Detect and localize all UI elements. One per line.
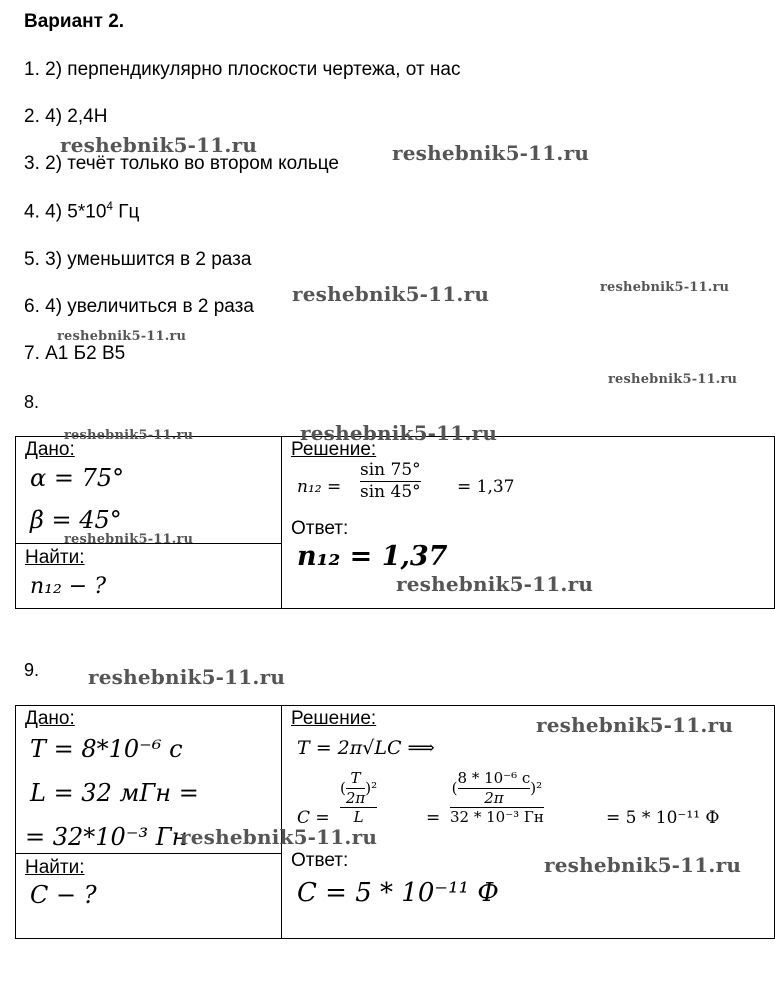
answer-5: 5. 3) уменьшится в 2 раза [24,249,252,270]
problem-8-number: 8. [24,392,40,412]
problem-9-c-lhs: C = [297,808,330,828]
watermark: reshebnik5-11.ru [57,329,187,344]
watermark: reshebnik5-11.ru [300,421,498,445]
problem-9-divider [281,705,282,938]
problem-8-given-beta: β = 45° [30,506,122,534]
problem-9-frac2-den: 32 * 10⁻³ Гн [450,808,544,826]
problem-9-fraction-1 [340,770,377,826]
problem-9-find-divider [15,853,281,854]
problem-8-answer-label: Ответ: [291,518,349,539]
watermark: reshebnik5-11.ru [396,572,594,596]
watermark: reshebnik5-11.ru [88,665,286,689]
problem-9-eq-sign: = [426,808,441,828]
problem-9-number: 9. [24,660,40,680]
problem-9-eq-period: T = 2π√LC ⟹ [297,737,435,759]
watermark: reshebnik5-11.ru [392,141,590,165]
problem-9-frac1-inner: T 2π [345,769,366,807]
problem-8-fraction [360,461,421,501]
answer-2: 2. 4) 2,4Н [24,106,108,127]
problem-9-given-l-si: = 32*10⁻³ Гн [25,823,188,851]
watermark: reshebnik5-11.ru [536,713,734,737]
problem-8-divider [281,436,282,608]
problem-8-find: n₁₂ − ? [30,574,107,599]
watermark: reshebnik5-11.ru [180,825,378,849]
problem-8-frac-den: sin 45° [360,481,421,502]
answer-6: 6. 4) увеличиться в 2 раза [24,296,254,317]
watermark: reshebnik5-11.ru [64,428,194,443]
problem-9-find: C − ? [30,881,97,909]
problem-9-frac1-num: ( T 2π )² [340,769,378,807]
answer-1: 1. 2) перпендикулярно плоскости чертежа, от нас [24,59,461,80]
answer-4: 4. 4) $5*10^4$ Гц [24,200,140,223]
problem-8-given-alpha: α = 75° [30,464,125,492]
problem-9-given-t: T = 8*10⁻⁶ с [30,735,183,763]
problem-9-find-label: Найти: [25,857,85,878]
problem-9-frac2-num: ( 8 * 10⁻⁶ с 2π )² [451,769,543,807]
answer-7: 7. А1 Б2 В5 [24,343,126,364]
problem-8-eq-lhs: n₁₂ = [297,477,342,497]
watermark: reshebnik5-11.ru [292,282,490,306]
watermark: reshebnik5-11.ru [600,280,730,295]
problem-8-solution-label: Решение: [291,439,377,460]
problem-9-frac2-inner: 8 * 10⁻⁶ с 2π [457,769,531,807]
problem-9-answer: C = 5 * 10⁻¹¹ Ф [297,878,499,908]
answer-3: 3. 2) течёт только во втором кольце [24,153,339,174]
problem-9-given-l: L = 32 мГн = [30,779,199,807]
problem-9-fraction-2 [450,770,544,826]
problem-9-c-rhs: = 5 * 10⁻¹¹ Ф [606,808,720,828]
problem-8-given-label: Дано: [25,439,75,460]
problem-9-solution-label: Решение: [291,708,377,729]
problem-9-answer-label: Ответ: [291,850,349,871]
problem-8-answer: n₁₂ = 1,37 [297,541,448,572]
problem-9-given-label: Дано: [25,708,75,729]
problem-8-frac-num: sin 75° [360,460,421,480]
watermark: reshebnik5-11.ru [608,372,738,387]
problem-8-eq-rhs: = 1,37 [457,477,515,497]
watermark: reshebnik5-11.ru [64,532,194,547]
problem-8-find-label: Найти: [25,547,85,568]
watermark: reshebnik5-11.ru [544,853,742,877]
watermark: reshebnik5-11.ru [60,133,258,157]
problem-9-frac1-den: L [353,808,364,826]
document-title: Вариант 2. [24,11,125,32]
